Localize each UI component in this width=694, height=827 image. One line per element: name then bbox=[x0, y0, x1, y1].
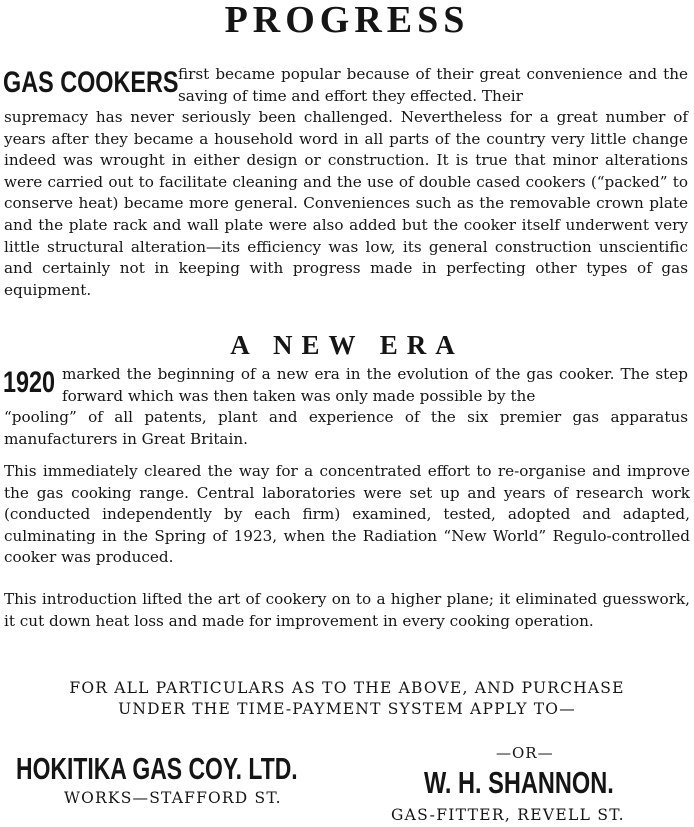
contact-name-shannon: W. H. SHANNON. bbox=[424, 765, 614, 800]
year-1920: 1920 bbox=[3, 366, 56, 399]
reorganise-paragraph: This immediately cleared the way for a concentrated effort to re-organise and improve the gas cooking range. Central laboratories were set up and years of research work (conducted independently by each firm) examined, tested, adopted and adapted, culminating in the Spring of 1923, when the Radiation “New World” Regulo-controlled cooker was produced. bbox=[4, 462, 690, 567]
lead-heading-gas-cookers: GAS COOKERS bbox=[3, 66, 179, 99]
section-heading-new-era: A NEW ERA bbox=[230, 330, 464, 360]
ad-title: PROGRESS bbox=[224, 0, 470, 41]
intro-paragraph-head: first became popular because of their great convenience and the saving of time and effort they effected. Their bbox=[178, 65, 688, 105]
new-era-paragraph-body: “pooling” of all patents, plant and experience of the six premier gas apparatus manufacturers in Great Britain. bbox=[4, 408, 688, 448]
intro-paragraph-body: supremacy has never seriously been challenged. Nevertheless for a great number of years after they became a household word in all parts of the country very little change indeed was wrought in either design or construction. It is true that minor alterations were carried out to facilitate cleaning and the use of double cased cookers (“packed” to conserve heat) became more general. Conveniences such as the removable crown plate and the plate rack and wall plate were also added but the cooker itself underwent very little structural alteration—its efficiency was low, its general construction unscientific and certainly not in keeping with progress made in perfecting other types of gas equipment. bbox=[4, 108, 688, 299]
or-separator: —OR— bbox=[496, 744, 554, 762]
company-address: WORKS—STAFFORD ST. bbox=[64, 789, 282, 807]
company-name: HOKITIKA GAS COY. LTD. bbox=[16, 751, 298, 786]
new-era-paragraph-head: marked the beginning of a new era in the evolution of the gas cooker. The step forward which was then taken was only made possible by the bbox=[62, 365, 688, 405]
call-to-action-line-1: FOR ALL PARTICULARS AS TO THE ABOVE, AND PURCHASE bbox=[69, 679, 625, 697]
introduction-paragraph: This introduction lifted the art of cookery on to a higher plane; it eliminated guesswork, it cut down heat loss and made for improvement in every cooking operation. bbox=[4, 590, 690, 630]
call-to-action-line-2: UNDER THE TIME-PAYMENT SYSTEM APPLY TO— bbox=[118, 700, 576, 718]
contact-address-shannon: GAS-FITTER, REVELL ST. bbox=[391, 806, 625, 824]
call-to-action bbox=[0, 678, 694, 720]
